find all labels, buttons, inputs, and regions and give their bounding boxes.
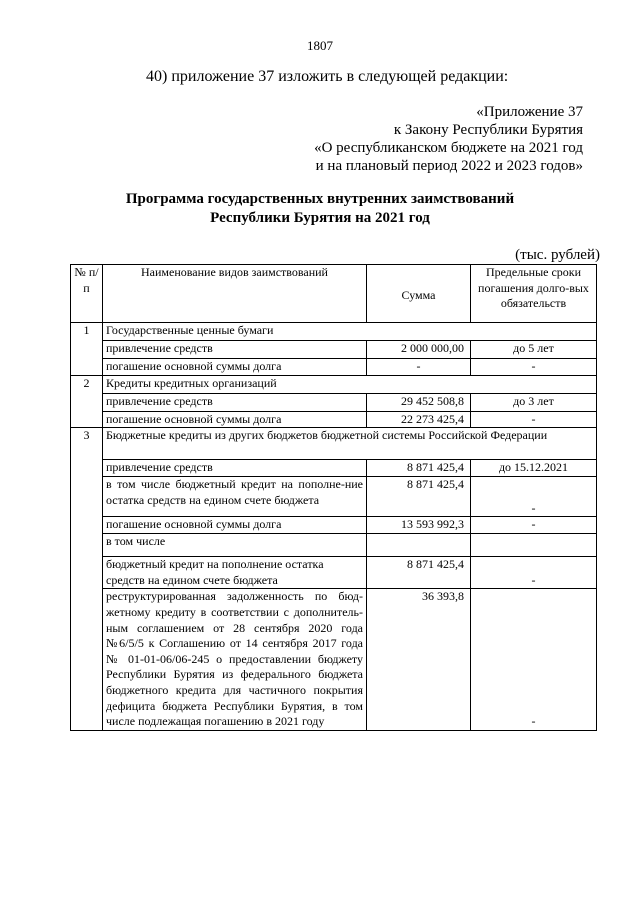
table-row [71,393,597,411]
row-sum: 13 593 992,3 [367,517,471,534]
table-header-row [71,265,597,323]
row-term: - [471,411,597,428]
table-row [71,589,597,730]
row-term: - [471,589,597,730]
row-sum: 22 273 425,4 [367,411,471,428]
section-row [71,428,597,460]
header-term: Предельные сроки погашения долго-вых обязательств [471,265,597,323]
row-term: - [471,557,597,589]
row-name: бюджетный кредит на пополнение остатка средств на едином счете бюджета [103,557,367,589]
row-name: погашение основной суммы долга [103,517,367,534]
row-name: погашение основной суммы долга [103,359,367,376]
row-sum: 8 871 425,4 [367,477,471,517]
row-sum: 8 871 425,4 [367,557,471,589]
appendix-line-1: «Приложение 37 [476,104,583,120]
header-name: Наименование видов заимствований [103,265,367,323]
document-title-line-1: Программа государственных внутренних заимствований [125,191,515,207]
row-sum: - [367,359,471,376]
table-row [71,534,597,557]
row-sum: 8 871 425,4 [367,460,471,477]
row-term: - [471,359,597,376]
section-number: 3 [71,428,103,731]
section-title: Кредиты кредитных организаций [103,375,597,393]
row-name: в том числе бюджетный кредит на пополне-ние остатка средств на едином счете бюджета [103,477,367,517]
header-sum: Сумма [367,265,471,323]
appendix-line-3: «О республиканском бюджете на 2021 год [314,140,583,156]
table-row [71,557,597,589]
row-name: привлечение средств [103,393,367,411]
row-name: реструктурированная задолженность по бюд-жетному кредиту в соответствии с дополнитель-ным соглашением от 28 сентября 2020 года №6/5/5 к Соглашению от 14 сентября 2017 года № 01-01-06/06-245 о предоставлении бюджету Республики Бурятия из федерального бюджета бюджетного кредита для частичного покрытия дефицита бюджета Республики Бурятия, в том числе подлежащая погашению в 2021 году [103,589,367,730]
table-row [71,341,597,359]
table-row [71,359,597,376]
row-term: - [471,477,597,517]
row-name: привлечение средств [103,341,367,359]
section-number: 2 [71,375,103,428]
row-term: до 3 лет [471,393,597,411]
row-sum: 2 000 000,00 [367,341,471,359]
table-row [71,411,597,428]
appendix-line-4: и на плановый период 2022 и 2023 годов» [315,158,583,174]
table-row [71,477,597,517]
section-title: Бюджетные кредиты из других бюджетов бюджетной системы Российской Федерации [103,428,597,460]
page-number: 1807 [307,38,333,53]
header-number: № п/п [71,265,103,323]
row-name: погашение основной суммы долга [103,411,367,428]
document-title-line-2: Республики Бурятия на 2021 год [210,210,430,226]
units-label: (тыс. рублей) [515,247,600,263]
appendix-line-2: к Закону Республики Бурятия [393,122,583,138]
row-sum: 29 452 508,8 [367,393,471,411]
row-name: в том числе [103,534,367,557]
section-title: Государственные ценные бумаги [103,323,597,341]
row-term: до 5 лет [471,341,597,359]
borrowing-program-table [70,264,597,731]
table-row [71,517,597,534]
table-row [71,460,597,477]
section-row [71,323,597,341]
intro-text: 40) приложение 37 изложить в следующей редакции: [146,68,509,85]
row-term: - [471,517,597,534]
row-term [471,534,597,557]
row-sum [367,534,471,557]
row-sum: 36 393,8 [367,589,471,730]
row-term: до 15.12.2021 [471,460,597,477]
row-name: привлечение средств [103,460,367,477]
section-row [71,375,597,393]
section-number: 1 [71,323,103,376]
